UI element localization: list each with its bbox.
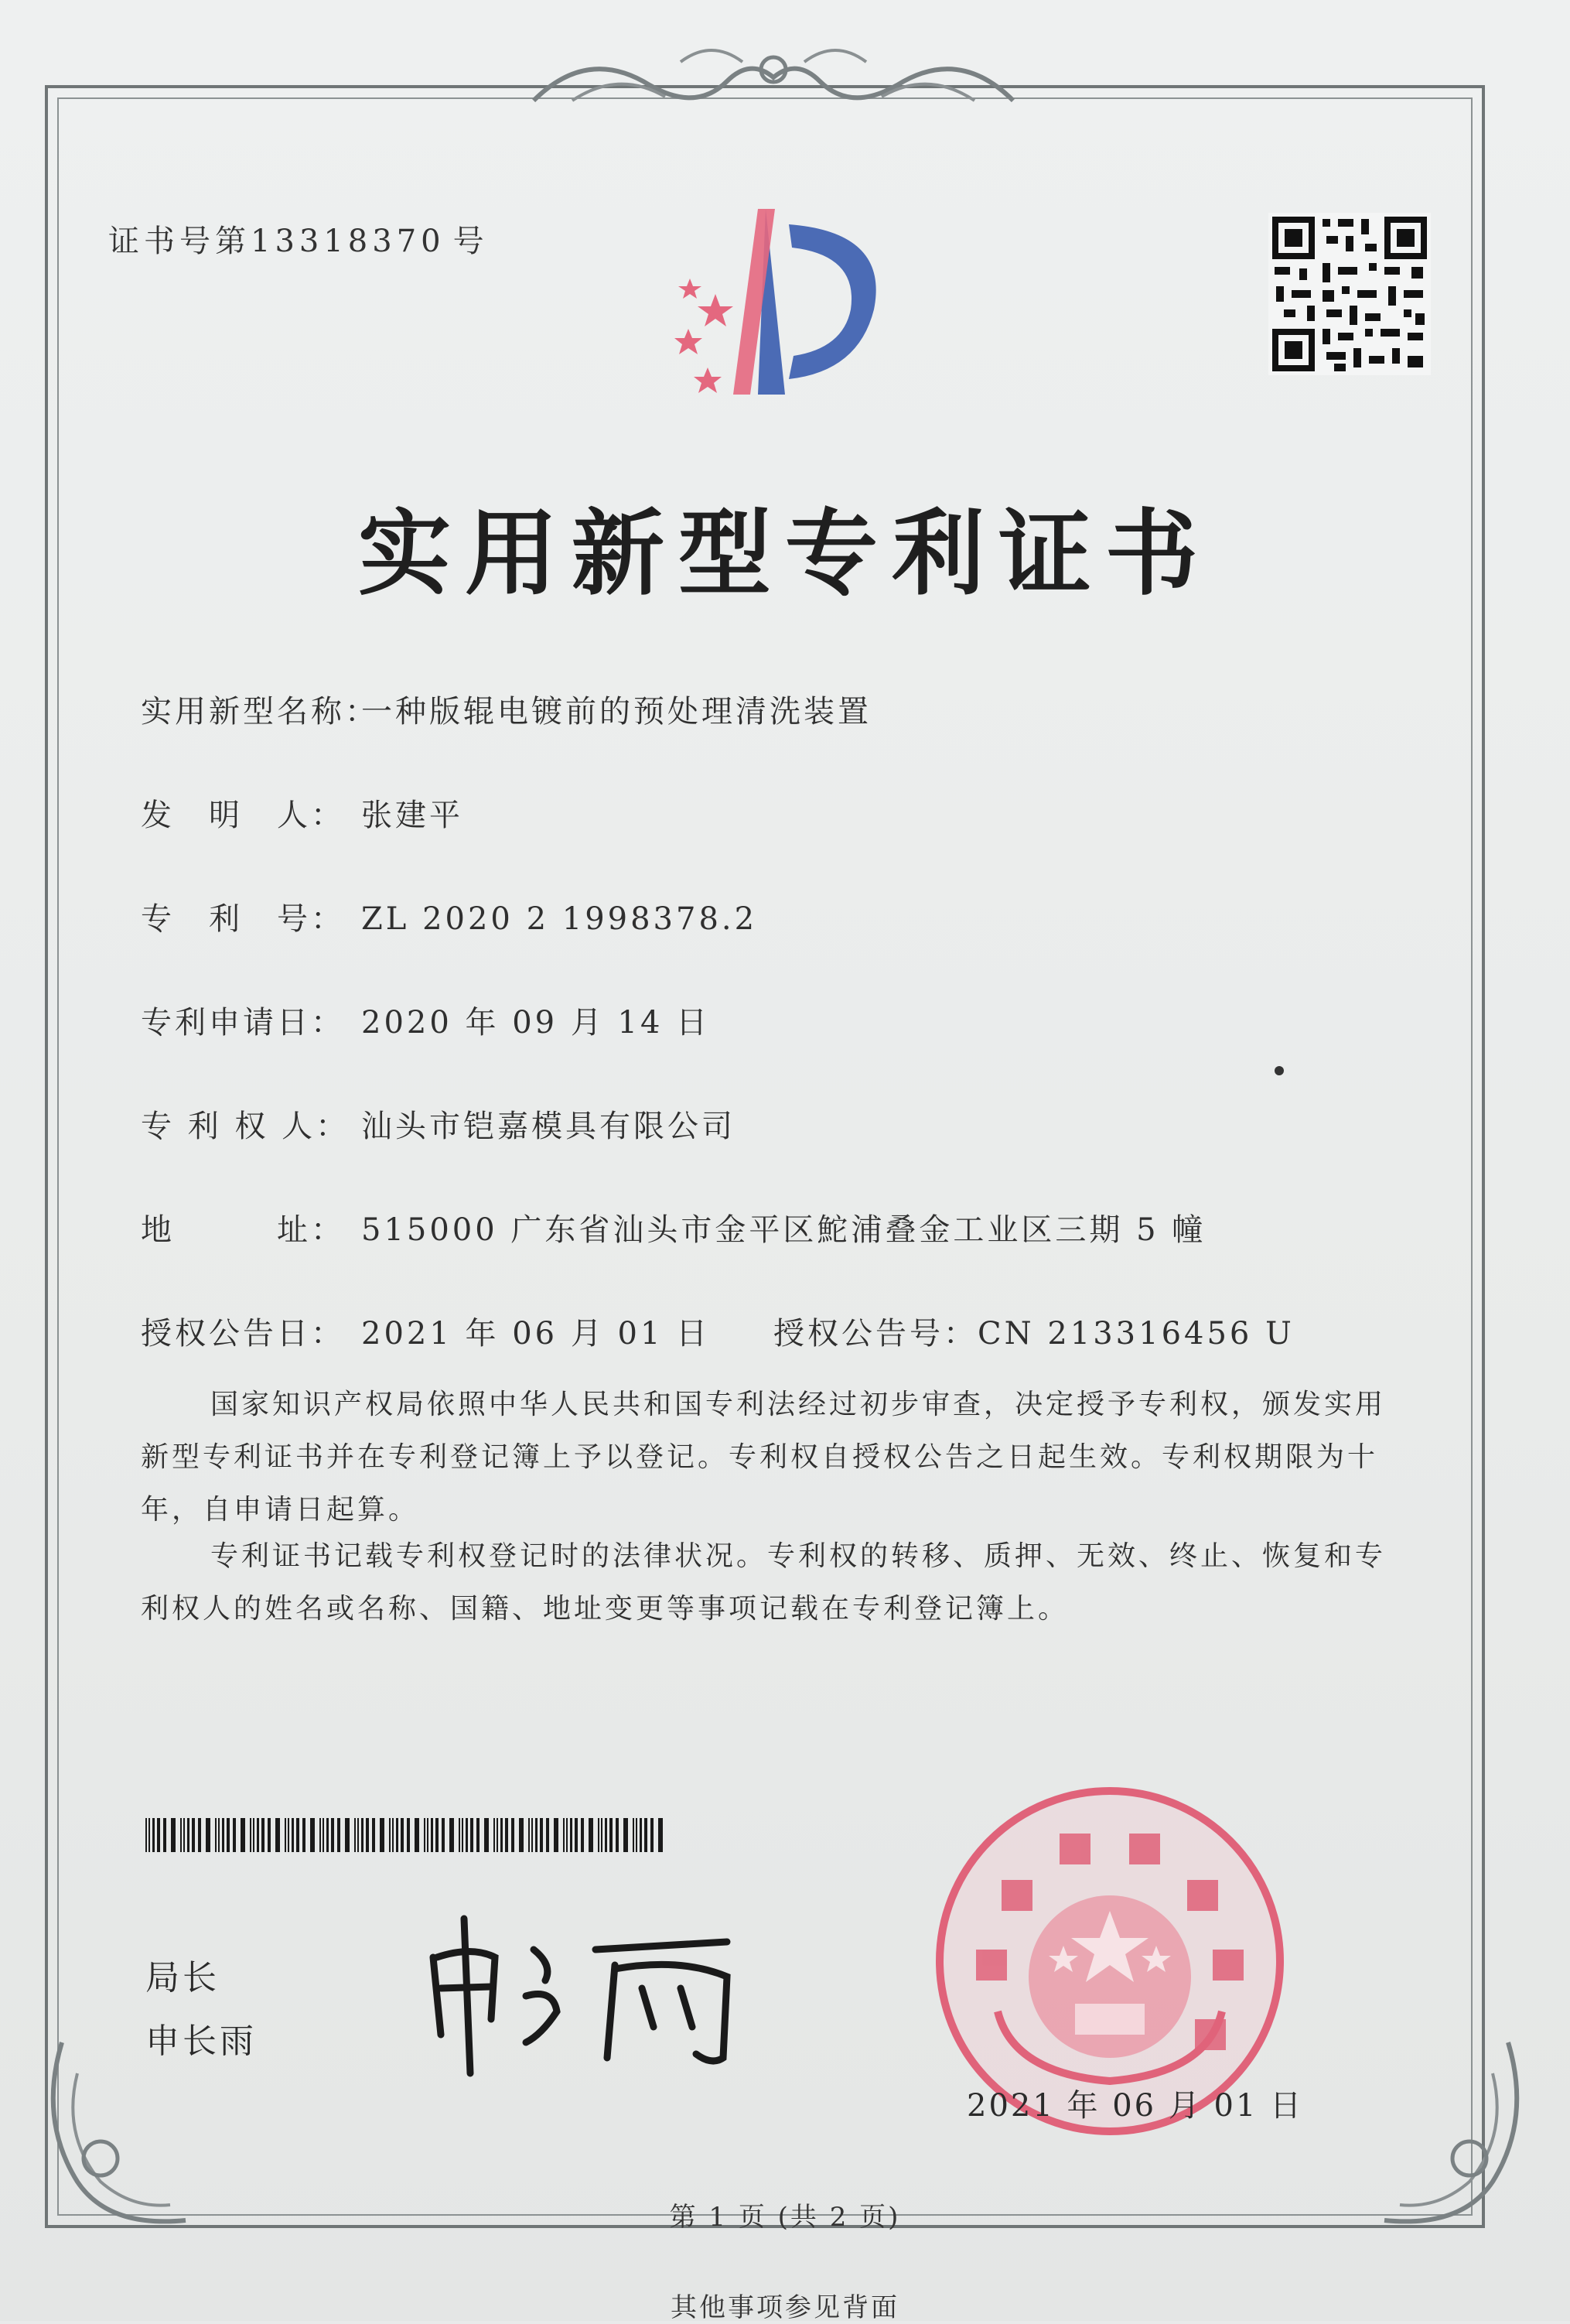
signatory-title: 局长 [145,1958,220,1998]
field-row-publication-number [773,1309,1295,1353]
patent-office-logo-icon [642,201,905,410]
field-label: 授权公告号： [773,1316,978,1352]
field-label: 专 利 权 人： [141,1109,350,1144]
field-row-patent-number [141,894,757,938]
page-number: 第 1 页 (共 2 页) [669,2202,901,2233]
field-value: 一种版辊电镀前的预处理清洗装置 [361,694,872,730]
field-row-application-date [141,998,710,1042]
signatory-name: 申长雨 [145,2022,257,2061]
ink-mark [1275,1066,1284,1075]
certificate-number: 证书号第13318370 号 [108,224,489,259]
barcode-icon [145,1818,671,1852]
page-title: 实用新型专利证书 [358,499,1212,608]
field-value: 张建平 [361,798,463,833]
field-value: ZL 2020 2 1998378.2 [361,901,758,937]
field-row-publication-date [141,1309,710,1353]
field-label: 发 明 人： [141,798,345,833]
field-value: 2021 年 06 月 01 日 [361,1316,711,1352]
field-row-inventor [141,791,463,835]
statement-paragraph-1: 国家知识产权局依照中华人民共和国专利法经过初步审查，决定授予专利权，颁发实用新型专利证书并在专利登记簿上予以登记。专利权自授权公告之日起生效。专利权期限为十年，自申请日起算。 [141,1389,1387,1526]
field-label: 授权公告日： [141,1316,345,1352]
field-label: 地 址： [141,1212,345,1248]
field-row-patentee [141,1102,736,1146]
field-row-name [141,687,872,731]
statement-paragraph-2: 专利证书记载专利权登记时的法律状况。专利权的转移、质押、无效、终止、恢复和专利权人的姓名或名称、国籍、地址变更等事项记载在专利登记簿上。 [141,1540,1387,1625]
field-label: 专利申请日： [141,1005,345,1041]
qr-code-icon [1268,213,1431,375]
signature-icon [418,1903,789,2081]
field-label: 专 利 号： [141,901,345,937]
top-ornament-icon [526,39,1021,124]
field-label: 实用新型名称： [141,694,379,730]
field-value: CN 213316456 U [978,1316,1295,1352]
bottom-note: 其他事项参见背面 [671,2292,899,2323]
field-value: 汕头市铠嘉模具有限公司 [361,1109,736,1144]
field-value: 515000 广东省汕头市金平区鮀浦叠金工业区三期 5 幢 [361,1212,1207,1248]
field-row-address [141,1205,1206,1249]
field-value: 2020 年 09 月 14 日 [361,1005,711,1041]
seal-date: 2021 年 06 月 01 日 [967,2088,1304,2124]
